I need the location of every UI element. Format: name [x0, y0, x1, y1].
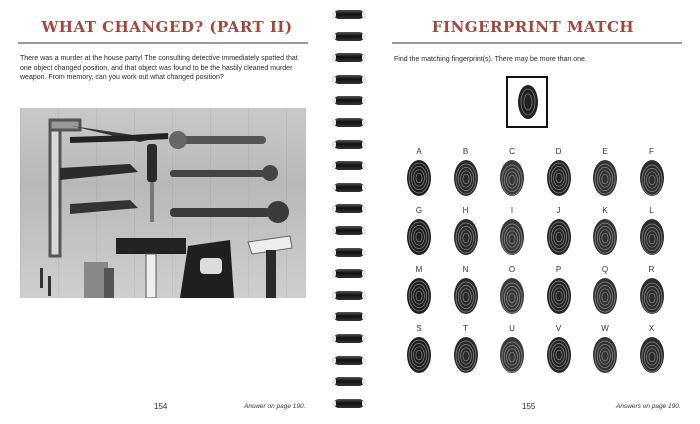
fingerprint-letter: O	[508, 265, 516, 274]
fingerprint-option-d	[544, 147, 590, 207]
fingerprint-image	[497, 276, 527, 316]
spiral-coil	[334, 377, 364, 386]
fingerprint-letter: D	[555, 147, 562, 156]
fingerprint-letter: G	[415, 206, 423, 215]
fingerprint-option-x	[637, 324, 683, 384]
fingerprint-letter: C	[509, 147, 515, 156]
spiral-coil	[334, 140, 364, 149]
fingerprint-image	[451, 217, 481, 257]
fingerprint-option-f	[637, 147, 683, 207]
fingerprint-option-n	[451, 265, 497, 325]
fingerprint-image	[544, 217, 574, 257]
fingerprint-image	[544, 335, 574, 375]
fingerprint-image	[404, 335, 434, 375]
fingerprint-image	[544, 158, 574, 198]
fingerprint-letter: L	[649, 206, 654, 215]
fingerprint-option-m	[404, 265, 450, 325]
fingerprint-letter: K	[602, 206, 608, 215]
screwdriver-image	[147, 144, 157, 222]
pliers-image	[70, 126, 170, 142]
fingerprint-letter: V	[555, 324, 562, 333]
fingerprint-image	[637, 158, 667, 198]
fingerprint-option-r	[637, 265, 683, 325]
spiral-coil	[334, 32, 364, 41]
fingerprint-image	[451, 335, 481, 375]
spiral-coil	[334, 183, 364, 192]
right-page-number: 155	[522, 402, 536, 411]
fingerprint-image	[590, 335, 620, 375]
left-answer-note: Answer on page 190.	[244, 403, 306, 410]
fingerprint-option-i	[497, 206, 543, 266]
fingerprint-image	[497, 335, 527, 375]
fingerprint-option-p	[544, 265, 590, 325]
fingerprint-option-w	[590, 324, 636, 384]
fingerprint-option-q	[590, 265, 636, 325]
spiral-coil	[334, 10, 364, 19]
left-body-text: There was a murder at the house party! The consulting detective immediately spotted that one object changed position, and that object was found to be the hastily cleaned murder weapon. From memory, can you work out what changed position?	[20, 55, 298, 82]
spiral-coil	[334, 161, 364, 170]
fingerprint-option-a	[404, 147, 450, 207]
fingerprint-option-h	[451, 206, 497, 266]
spiral-binding	[330, 0, 370, 424]
target-fingerprint-image	[517, 84, 539, 120]
spiral-coil	[334, 204, 364, 213]
fingerprint-option-k	[590, 206, 636, 266]
fingerprint-image	[497, 217, 527, 257]
fingerprint-image	[637, 276, 667, 316]
fingerprint-option-u	[497, 324, 543, 384]
fingerprint-letter: U	[509, 324, 515, 333]
target-fingerprint-box	[506, 76, 548, 128]
left-page-number: 154	[154, 402, 168, 411]
fingerprint-letter: X	[648, 324, 655, 333]
fingerprint-option-b	[451, 147, 497, 207]
spiral-coil	[334, 248, 364, 257]
fingerprint-image	[590, 217, 620, 257]
hammer-image	[116, 238, 186, 298]
open-wrench-image	[170, 201, 289, 223]
fingerprint-image	[404, 217, 434, 257]
fingerprint-image	[544, 276, 574, 316]
fingerprint-letter: I	[510, 206, 514, 215]
fingerprint-letter: P	[555, 265, 562, 274]
fingerprint-image	[637, 335, 667, 375]
spiral-coil	[334, 269, 364, 278]
fingerprint-option-c	[497, 147, 543, 207]
fingerprint-image	[590, 276, 620, 316]
fingerprint-letter: R	[648, 265, 655, 274]
spiral-coil	[334, 356, 364, 365]
fingerprint-option-t	[451, 324, 497, 384]
fingerprint-image	[451, 276, 481, 316]
left-page-title: WHAT CHANGED? (PART II)	[41, 18, 293, 36]
fingerprint-option-s	[404, 324, 450, 384]
right-page-title: FINGERPRINT MATCH	[431, 18, 635, 36]
right-page	[366, 0, 700, 424]
right-title-rule	[392, 42, 682, 44]
fingerprint-image	[404, 276, 434, 316]
fingerprint-letter: H	[462, 206, 469, 215]
right-answer-note: Answers on page 190.	[616, 403, 681, 410]
spiral-coil	[334, 226, 364, 235]
spiral-coil	[334, 53, 364, 62]
wrench-2-image	[170, 165, 278, 181]
fingerprint-letter: M	[415, 265, 423, 274]
caliper-image	[84, 262, 114, 298]
fingerprint-option-l	[637, 206, 683, 266]
tools-photo	[20, 108, 306, 298]
pliers-2-image	[60, 164, 138, 180]
fingerprint-letter: N	[462, 265, 469, 274]
fingerprint-letter: B	[462, 147, 469, 156]
fingerprint-image	[590, 158, 620, 198]
fingerprint-image	[451, 158, 481, 198]
wire-cutter-image	[70, 200, 138, 214]
nails-image	[40, 268, 51, 296]
saw-image	[180, 240, 234, 298]
fingerprint-letter: S	[416, 324, 422, 333]
left-title-rule	[18, 42, 308, 44]
fingerprint-letter: T	[463, 324, 468, 333]
adjustable-wrench-image	[169, 131, 266, 149]
fingerprint-option-j	[544, 206, 590, 266]
fingerprint-letter: A	[416, 147, 422, 156]
right-instruction: Find the matching fingerprint(s). There may be more than one.	[394, 56, 587, 63]
claw-hammer-image	[248, 236, 292, 298]
spiral-coil	[334, 334, 364, 343]
fingerprint-image	[637, 217, 667, 257]
left-page	[0, 0, 334, 424]
fingerprint-letter: Q	[601, 265, 609, 274]
spiral-coil	[334, 75, 364, 84]
fingerprint-option-g	[404, 206, 450, 266]
fingerprint-letter: E	[602, 147, 608, 156]
spiral-coil	[334, 399, 364, 408]
fingerprint-image	[404, 158, 434, 198]
spiral-coil	[334, 312, 364, 321]
fingerprint-letter: W	[601, 324, 609, 333]
spiral-coil	[334, 291, 364, 300]
fingerprint-letter: J	[556, 206, 561, 215]
fingerprint-letter: F	[649, 147, 654, 156]
fingerprint-option-e	[590, 147, 636, 207]
fingerprint-option-o	[497, 265, 543, 325]
fingerprint-image	[497, 158, 527, 198]
spiral-coil	[334, 118, 364, 127]
fingerprint-option-v	[544, 324, 590, 384]
spiral-coil	[334, 96, 364, 105]
